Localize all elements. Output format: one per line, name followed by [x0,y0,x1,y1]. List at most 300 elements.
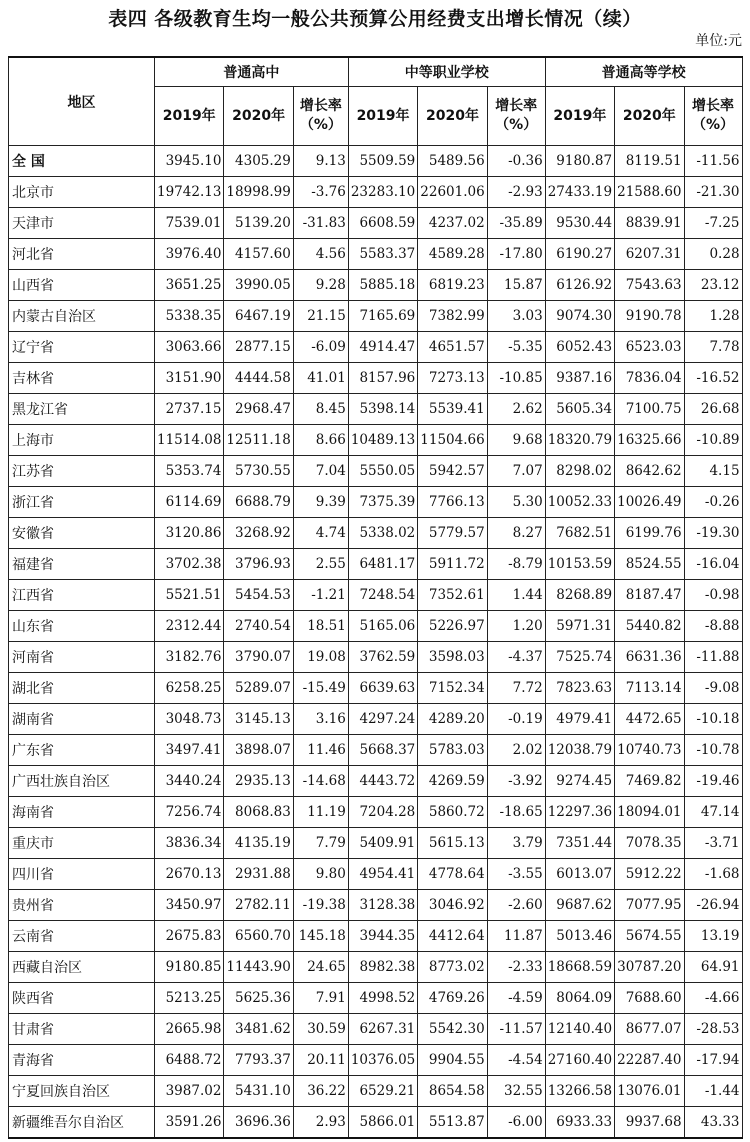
value-cell: 9687.62 [545,890,614,921]
value-cell: -1.44 [684,1076,742,1107]
value-cell: 2737.15 [155,394,224,425]
value-cell: 3.79 [487,828,545,859]
value-cell: 3151.90 [155,363,224,394]
value-cell: 5885.18 [348,270,417,301]
value-cell: 6052.43 [545,332,614,363]
region-cell: 江西省 [9,580,155,611]
value-cell: -0.19 [487,704,545,735]
value-cell: 7375.39 [348,487,417,518]
value-cell: 6267.31 [348,1014,417,1045]
value-cell: 6258.25 [155,673,224,704]
region-cell: 山西省 [9,270,155,301]
value-cell: 4.15 [684,456,742,487]
value-cell: 4297.24 [348,704,417,735]
value-cell: 5866.01 [348,1107,417,1139]
value-cell: 3497.41 [155,735,224,766]
value-cell: -19.30 [684,518,742,549]
value-cell: 12038.79 [545,735,614,766]
value-cell: 1.44 [487,580,545,611]
value-cell: 5550.05 [348,456,417,487]
value-cell: 3976.40 [155,239,224,270]
value-cell: 8.66 [293,425,348,456]
value-cell: -4.66 [684,983,742,1014]
table-row [9,146,743,177]
value-cell: 145.18 [293,921,348,952]
value-cell: 5730.55 [224,456,293,487]
value-cell: 2740.54 [224,611,293,642]
value-cell: 5440.82 [615,611,684,642]
value-cell: 5431.10 [224,1076,293,1107]
value-cell: 3063.66 [155,332,224,363]
value-cell: 9904.55 [418,1045,487,1076]
value-cell: 6639.63 [348,673,417,704]
header-region: 地区 [9,57,155,146]
value-cell: 6608.59 [348,208,417,239]
value-cell: 11.19 [293,797,348,828]
spending-table [8,56,743,1139]
value-cell: 2968.47 [224,394,293,425]
value-cell: 3591.26 [155,1107,224,1139]
value-cell: 10376.05 [348,1045,417,1076]
region-cell: 云南省 [9,921,155,952]
value-cell: -31.83 [293,208,348,239]
value-cell: 7077.95 [615,890,684,921]
value-cell: 3696.36 [224,1107,293,1139]
value-cell: 22287.40 [615,1045,684,1076]
value-cell: -10.89 [684,425,742,456]
value-cell: 7469.82 [615,766,684,797]
value-cell: 4979.41 [545,704,614,735]
value-cell: 4237.02 [418,208,487,239]
value-cell: 7688.60 [615,983,684,1014]
value-cell: -16.52 [684,363,742,394]
value-cell: 2665.98 [155,1014,224,1045]
table-row [9,1014,743,1045]
value-cell: 10026.49 [615,487,684,518]
value-cell: 7256.74 [155,797,224,828]
value-cell: 21.15 [293,301,348,332]
value-cell: 10489.13 [348,425,417,456]
value-cell: 6560.70 [224,921,293,952]
value-cell: 2.02 [487,735,545,766]
value-cell: 9180.87 [545,146,614,177]
value-cell: -3.55 [487,859,545,890]
value-cell: 5.30 [487,487,545,518]
value-cell: 18094.01 [615,797,684,828]
value-cell: 9190.78 [615,301,684,332]
value-cell: -0.26 [684,487,742,518]
value-cell: 6933.33 [545,1107,614,1139]
value-cell: 19742.13 [155,177,224,208]
value-cell: 3944.35 [348,921,417,952]
value-cell: 5509.59 [348,146,417,177]
value-cell: 9937.68 [615,1107,684,1139]
region-cell: 安徽省 [9,518,155,549]
value-cell: 8119.51 [615,146,684,177]
value-cell: -2.93 [487,177,545,208]
value-cell: 4412.64 [418,921,487,952]
value-cell: 4157.60 [224,239,293,270]
region-cell: 陕西省 [9,983,155,1014]
value-cell: 3651.25 [155,270,224,301]
header-growth-rate: 增长率（%） [684,87,742,146]
value-cell: -6.09 [293,332,348,363]
value-cell: 15.87 [487,270,545,301]
value-cell: -19.38 [293,890,348,921]
value-cell: 3762.59 [348,642,417,673]
value-cell: 18.51 [293,611,348,642]
value-cell: 6126.92 [545,270,614,301]
value-cell: 26.68 [684,394,742,425]
value-cell: 7.91 [293,983,348,1014]
region-cell: 广西壮族自治区 [9,766,155,797]
value-cell: -14.68 [293,766,348,797]
region-cell: 吉林省 [9,363,155,394]
value-cell: 6819.23 [418,270,487,301]
table-row [9,673,743,704]
value-cell: 5338.02 [348,518,417,549]
value-cell: 7.07 [487,456,545,487]
value-cell: 7165.69 [348,301,417,332]
value-cell: -18.65 [487,797,545,828]
value-cell: 8.45 [293,394,348,425]
value-cell: 6529.21 [348,1076,417,1107]
value-cell: 7766.13 [418,487,487,518]
value-cell: 3048.73 [155,704,224,735]
header-year-2019: 2019年 [348,87,417,146]
value-cell: 3.16 [293,704,348,735]
value-cell: 5942.57 [418,456,487,487]
value-cell: 8187.47 [615,580,684,611]
value-cell: 5139.20 [224,208,293,239]
value-cell: 8298.02 [545,456,614,487]
table-row [9,332,743,363]
value-cell: 6114.69 [155,487,224,518]
value-cell: 7682.51 [545,518,614,549]
region-cell: 甘肃省 [9,1014,155,1045]
value-cell: 9.28 [293,270,348,301]
value-cell: 7352.61 [418,580,487,611]
value-cell: 3987.02 [155,1076,224,1107]
value-cell: 19.08 [293,642,348,673]
header-row-groups [9,57,743,87]
value-cell: 6488.72 [155,1045,224,1076]
value-cell: 2675.83 [155,921,224,952]
value-cell: 21588.60 [615,177,684,208]
value-cell: 3945.10 [155,146,224,177]
value-cell: -5.35 [487,332,545,363]
table-row [9,611,743,642]
value-cell: 30787.20 [615,952,684,983]
value-cell: 6013.07 [545,859,614,890]
table-title: 表四 各级教育生均一般公共预算公用经费支出增长情况（续） [108,8,642,30]
value-cell: 4.56 [293,239,348,270]
region-cell: 海南省 [9,797,155,828]
value-cell: 5779.57 [418,518,487,549]
value-cell: 3.03 [487,301,545,332]
table-row [9,301,743,332]
header-year-2019: 2019年 [545,87,614,146]
value-cell: 7382.99 [418,301,487,332]
value-cell: 8068.83 [224,797,293,828]
value-cell: 18668.59 [545,952,614,983]
value-cell: 23283.10 [348,177,417,208]
value-cell: 6631.36 [615,642,684,673]
value-cell: -16.04 [684,549,742,580]
value-cell: 27433.19 [545,177,614,208]
value-cell: 4135.19 [224,828,293,859]
region-cell: 重庆市 [9,828,155,859]
value-cell: 23.12 [684,270,742,301]
value-cell: 9274.45 [545,766,614,797]
value-cell: 2.55 [293,549,348,580]
value-cell: 43.33 [684,1107,742,1139]
value-cell: 7.72 [487,673,545,704]
value-cell: -4.37 [487,642,545,673]
value-cell: 3145.13 [224,704,293,735]
region-cell: 河北省 [9,239,155,270]
value-cell: -17.94 [684,1045,742,1076]
value-cell: 4914.47 [348,332,417,363]
value-cell: 6688.79 [224,487,293,518]
value-cell: 4954.41 [348,859,417,890]
value-cell: 7078.35 [615,828,684,859]
value-cell: 11514.08 [155,425,224,456]
table-row [9,1045,743,1076]
value-cell: 5583.37 [348,239,417,270]
value-cell: 27160.40 [545,1045,614,1076]
value-cell: 8654.58 [418,1076,487,1107]
value-cell: -28.53 [684,1014,742,1045]
value-cell: 9180.85 [155,952,224,983]
value-cell: 7793.37 [224,1045,293,1076]
value-cell: 4998.52 [348,983,417,1014]
value-cell: 2.62 [487,394,545,425]
value-cell: 4769.26 [418,983,487,1014]
region-cell: 内蒙古自治区 [9,301,155,332]
value-cell: -10.18 [684,704,742,735]
value-cell: 4472.65 [615,704,684,735]
value-cell: 4778.64 [418,859,487,890]
value-cell: 1.20 [487,611,545,642]
header-growth-rate: 增长率（%） [293,87,348,146]
header-year-2019: 2019年 [155,87,224,146]
value-cell: 7.04 [293,456,348,487]
value-cell: 3182.76 [155,642,224,673]
value-cell: -11.88 [684,642,742,673]
value-cell: 5860.72 [418,797,487,828]
value-cell: 5289.07 [224,673,293,704]
value-cell: 5489.56 [418,146,487,177]
value-cell: 9.80 [293,859,348,890]
value-cell: 11.46 [293,735,348,766]
value-cell: 12297.36 [545,797,614,828]
table-row [9,456,743,487]
table-row [9,828,743,859]
value-cell: 5213.25 [155,983,224,1014]
value-cell: -0.98 [684,580,742,611]
table-row [9,952,743,983]
value-cell: 7351.44 [545,828,614,859]
value-cell: 0.28 [684,239,742,270]
region-cell: 全 国 [9,146,155,177]
value-cell: -10.78 [684,735,742,766]
table-row [9,363,743,394]
value-cell: 9387.16 [545,363,614,394]
table-row [9,766,743,797]
value-cell: -3.71 [684,828,742,859]
value-cell: 2670.13 [155,859,224,890]
table-row [9,208,743,239]
value-cell: 5226.97 [418,611,487,642]
table-row [9,859,743,890]
value-cell: 6467.19 [224,301,293,332]
table-body [9,146,743,1139]
value-cell: 8677.07 [615,1014,684,1045]
value-cell: 5625.36 [224,983,293,1014]
value-cell: 7273.13 [418,363,487,394]
value-cell: 8268.89 [545,580,614,611]
value-cell: 7539.01 [155,208,224,239]
value-cell: 13266.58 [545,1076,614,1107]
value-cell: 64.91 [684,952,742,983]
table-row [9,270,743,301]
table-row [9,983,743,1014]
value-cell: 24.65 [293,952,348,983]
value-cell: 9074.30 [545,301,614,332]
value-cell: 4443.72 [348,766,417,797]
value-cell: 3702.38 [155,549,224,580]
value-cell: 5674.55 [615,921,684,952]
header-year-2020: 2020年 [418,87,487,146]
value-cell: 4589.28 [418,239,487,270]
value-cell: 3128.38 [348,890,417,921]
value-cell: -8.79 [487,549,545,580]
value-cell: 6199.76 [615,518,684,549]
region-cell: 湖南省 [9,704,155,735]
table-row [9,549,743,580]
value-cell: 2935.13 [224,766,293,797]
value-cell: 3898.07 [224,735,293,766]
value-cell: 6523.03 [615,332,684,363]
value-cell: 47.14 [684,797,742,828]
value-cell: -11.57 [487,1014,545,1045]
value-cell: 3481.62 [224,1014,293,1045]
value-cell: 8.27 [487,518,545,549]
region-cell: 江苏省 [9,456,155,487]
value-cell: 5409.91 [348,828,417,859]
value-cell: 5521.51 [155,580,224,611]
value-cell: -4.59 [487,983,545,1014]
value-cell: 18320.79 [545,425,614,456]
value-cell: 5165.06 [348,611,417,642]
value-cell: 5911.72 [418,549,487,580]
region-cell: 湖北省 [9,673,155,704]
value-cell: 3440.24 [155,766,224,797]
value-cell: -1.21 [293,580,348,611]
value-cell: 13.19 [684,921,742,952]
table-row [9,921,743,952]
region-cell: 新疆维吾尔自治区 [9,1107,155,1139]
region-cell: 青海省 [9,1045,155,1076]
value-cell: 5783.03 [418,735,487,766]
value-cell: 4444.58 [224,363,293,394]
header-group-university: 普通高等学校 [545,57,742,87]
header-year-2020: 2020年 [615,87,684,146]
value-cell: 3990.05 [224,270,293,301]
table-row [9,704,743,735]
value-cell: 5454.53 [224,580,293,611]
value-cell: 16325.66 [615,425,684,456]
value-cell: -17.80 [487,239,545,270]
value-cell: 7113.14 [615,673,684,704]
value-cell: 4.74 [293,518,348,549]
table-row [9,487,743,518]
value-cell: -21.30 [684,177,742,208]
value-cell: -4.54 [487,1045,545,1076]
value-cell: 6207.31 [615,239,684,270]
value-cell: -7.25 [684,208,742,239]
unit-label: 单位:元 [695,33,742,49]
value-cell: 11.87 [487,921,545,952]
value-cell: 2931.88 [224,859,293,890]
table-row [9,239,743,270]
value-cell: 18998.99 [224,177,293,208]
value-cell: 9530.44 [545,208,614,239]
region-cell: 北京市 [9,177,155,208]
value-cell: 7823.63 [545,673,614,704]
value-cell: -11.56 [684,146,742,177]
table-row [9,797,743,828]
value-cell: 3598.03 [418,642,487,673]
value-cell: 12140.40 [545,1014,614,1045]
value-cell: 10052.33 [545,487,614,518]
value-cell: 32.55 [487,1076,545,1107]
header-year-2020: 2020年 [224,87,293,146]
region-cell: 上海市 [9,425,155,456]
value-cell: 7543.63 [615,270,684,301]
region-cell: 黑龙江省 [9,394,155,425]
value-cell: 20.11 [293,1045,348,1076]
value-cell: 30.59 [293,1014,348,1045]
value-cell: 7.78 [684,332,742,363]
header-group-vocational: 中等职业学校 [348,57,545,87]
value-cell: 5539.41 [418,394,487,425]
value-cell: -19.46 [684,766,742,797]
region-cell: 广东省 [9,735,155,766]
value-cell: 4305.29 [224,146,293,177]
value-cell: 5353.74 [155,456,224,487]
value-cell: 36.22 [293,1076,348,1107]
region-cell: 辽宁省 [9,332,155,363]
value-cell: 3790.07 [224,642,293,673]
value-cell: 3796.93 [224,549,293,580]
region-cell: 福建省 [9,549,155,580]
value-cell: 11443.90 [224,952,293,983]
value-cell: 5513.87 [418,1107,487,1139]
region-cell: 四川省 [9,859,155,890]
value-cell: 5668.37 [348,735,417,766]
region-cell: 浙江省 [9,487,155,518]
value-cell: 5615.13 [418,828,487,859]
value-cell: 2.93 [293,1107,348,1139]
value-cell: 4651.57 [418,332,487,363]
value-cell: 6481.17 [348,549,417,580]
value-cell: 5971.31 [545,611,614,642]
value-cell: 3268.92 [224,518,293,549]
value-cell: 5542.30 [418,1014,487,1045]
value-cell: -26.94 [684,890,742,921]
